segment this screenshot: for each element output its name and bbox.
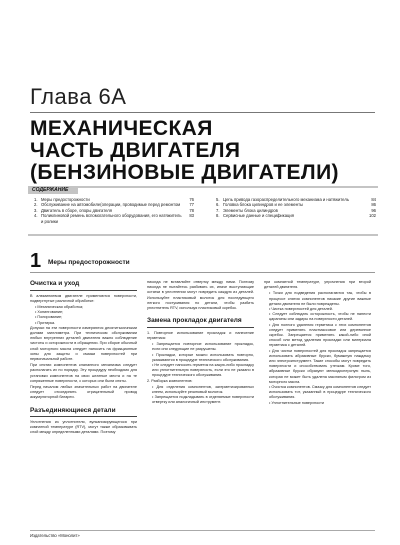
bullet-item: • Полирование; xyxy=(35,315,63,320)
subheading: Замена прокладок двигателя xyxy=(147,317,254,328)
text-column-3 xyxy=(264,280,371,406)
toc-number: 8. xyxy=(216,213,220,219)
toc-page: 84 xyxy=(371,197,376,202)
bullet-item: • Следует соблюдать осторожность, чтобы не нанести царапины или задиры на поверхности деталей. xyxy=(269,312,371,322)
toc-page: 83 xyxy=(189,213,194,219)
toc-label: СОДЕРЖАНИЕ xyxy=(28,186,78,194)
text-column-1 xyxy=(30,280,137,437)
chapter-label: Глава 6А xyxy=(30,84,127,109)
subheading: Очистка и уход xyxy=(30,280,137,291)
paragraph: Допуски на эти поверхности измеряются десятитысячными долями миллиметра. При техническом обслуживании любых внутренних деталей двигателя важно соблюдение чистоты и осторожности в обращении. При сборке обычный слой моторного масла следует наносить на фрикционные зоны для защиты и смазки поверхностей при первоначальной работе. xyxy=(30,325,137,361)
toc-number: 7. xyxy=(216,207,220,213)
toc-text: Элементы блока цилиндров xyxy=(223,207,278,213)
toc-text: Сервисные данные и спецификация xyxy=(223,213,295,219)
toc-text: Цепь привода газораспределительного механизма и натяжитель xyxy=(223,197,349,202)
bullet-item: • Хонингование; xyxy=(35,310,64,315)
title-line: МЕХАНИЧЕСКАЯ xyxy=(30,117,213,140)
toc-page: 78 xyxy=(189,207,194,213)
bullet-item: • Притирка. xyxy=(35,320,56,325)
bullet-item: • Запрещается подкладывать в отделяемые поверхности отвертку или аналогичный инструмент. xyxy=(152,395,254,405)
toc-page: 76 xyxy=(189,197,194,202)
toc-number: 6. xyxy=(216,202,220,208)
toc-entry[interactable] xyxy=(34,213,194,224)
subheading: Разъединяющиеся детали xyxy=(30,407,137,418)
toc-page: 86 xyxy=(371,202,376,208)
bullet-item: • Для отделения компонентов, загерметизированных клеем, используйте резиновый молоток. xyxy=(152,384,254,394)
title-line: ЧАСТЬ ДВИГАТЕЛЯ xyxy=(30,139,241,162)
bullet-item: • Точки для подведения располагаются так, чтобы в процессе снятия компонентов никакие другие важные детали двигателя не были повреждены. xyxy=(269,291,371,306)
paragraph: В алюминиевом двигателе применяются поверхности, подвергнутые различной обработке: xyxy=(30,293,137,303)
toc-text: Обслуживание на автомобиле(операции, проводимые перед ремонтом xyxy=(41,202,181,208)
paragraph: Перед началом любых значительных работ на двигателе следует отсоединить отрицательный провод аккумуляторной батареи. xyxy=(30,384,137,400)
toc-page: 102 xyxy=(369,213,376,219)
bullet-item: • Очистка компонентов. Смазку для компонентов следует использовать тот, указанный в процедуре технического обслуживания. xyxy=(269,385,371,400)
bullet-item: • Механическая обработка; xyxy=(35,304,84,309)
toc-number: 2. xyxy=(34,202,38,208)
title-line: (БЕНЗИНОВЫЕ ДВИГАТЕЛИ) xyxy=(30,161,339,184)
bullet-item: • Для полного удаления герметика с этих компонентов следует применять пластмассовое или деревянное скребок. Запрещается применять какой-либо иной способ или метод удаления прокладки или материала герметика с деталей. xyxy=(269,322,371,348)
toc-number: 1. xyxy=(34,197,38,202)
toc-number: 3. xyxy=(34,207,38,213)
chapter-rule xyxy=(30,112,375,113)
toc-number: 5. xyxy=(216,197,220,202)
paragraph: 2. Разборка компонентов: xyxy=(147,378,193,383)
chapter-title xyxy=(30,118,375,184)
section-number: 1 xyxy=(30,250,42,272)
text-column-2 xyxy=(147,280,254,406)
paragraph: При снятии компонентов клапанного механизма следует располагать их по порядку. Эту процедуру необходимо для установки компонентов на свои штатные места и на те сопряженные поверхности, с которых они были сняты. xyxy=(30,363,137,383)
toc-entry[interactable] xyxy=(216,213,376,218)
toc-page: 77 xyxy=(189,202,194,208)
paragraph: Уплотнения из уплотнителя, вулканизирующегося при комнатной температуре (RTV), могут также образовывать слой между определенными деталями. Поэтому xyxy=(30,420,137,435)
toc-text: Меры предосторожности xyxy=(41,197,90,202)
bullet-item: • Прокладки, которые можно использовать повторно, указываются в процедуре технического обслуживания. xyxy=(152,352,254,362)
paragraph: никогда не вставляйте отвертку между ними. Поэтому никогда не пытайтесь разбивать их, иначе выступающие остатки в уплотнении могут повредить каждую из деталей. Используйте пластиковый молоток для последующего легкого постукивания по детали, чтобы разбить уплотнитель RTV, используя пластиковый скребок. xyxy=(147,280,254,311)
paragraph: при комнатной температуре, упрочнения при второй деталей двигателя. xyxy=(264,280,371,290)
bullet-item: • Чистка поверхностей для деталей. xyxy=(269,307,333,312)
paragraph: 1. Повторное использование прокладок и нанесение герметика: xyxy=(147,330,254,340)
section-title: Меры предосторожности xyxy=(48,259,130,266)
bullet-item: • Не следует наносить герметик на какую-либо прокладку или уплотнительную поверхность, если это не указано в процедуре технического обслуживания. xyxy=(152,362,254,378)
toc-page: 96 xyxy=(371,207,376,213)
toc-left-column xyxy=(34,197,194,224)
bullet-item: • Запрещается повторное использование прокладок, если они следующие не разрушены. xyxy=(152,342,254,352)
publisher-footer: Издательство «Монолит» xyxy=(30,533,80,538)
footer-rule xyxy=(30,530,375,531)
bullet-item: • Для чистки поверхностей для прокладок запрещается использовать абразивные бруски, бумажную наждачку или электроинструмент. Такие способы могут повредить поверхности и способствовать утечкам. Кроме того, абразивные бруски образуют мелкодисперсную пыль, которая не может быть удалена масляным фильтром из моторного масла. xyxy=(269,348,371,384)
section-heading xyxy=(30,250,375,273)
toc-text: Двигатель в сборе, опоры двигателя xyxy=(41,207,112,213)
toc-text: Поликлиновой ремень вспомогательного оборудования, его натяжитель и ролики xyxy=(41,213,182,224)
toc-number: 4. xyxy=(34,213,38,219)
bullet-item: • Уплотнительные поверхности xyxy=(269,400,324,405)
toc-right-column xyxy=(216,197,376,219)
toc-box xyxy=(28,186,378,236)
toc-text: Головка блока цилиндров и ее элементы xyxy=(223,202,304,208)
